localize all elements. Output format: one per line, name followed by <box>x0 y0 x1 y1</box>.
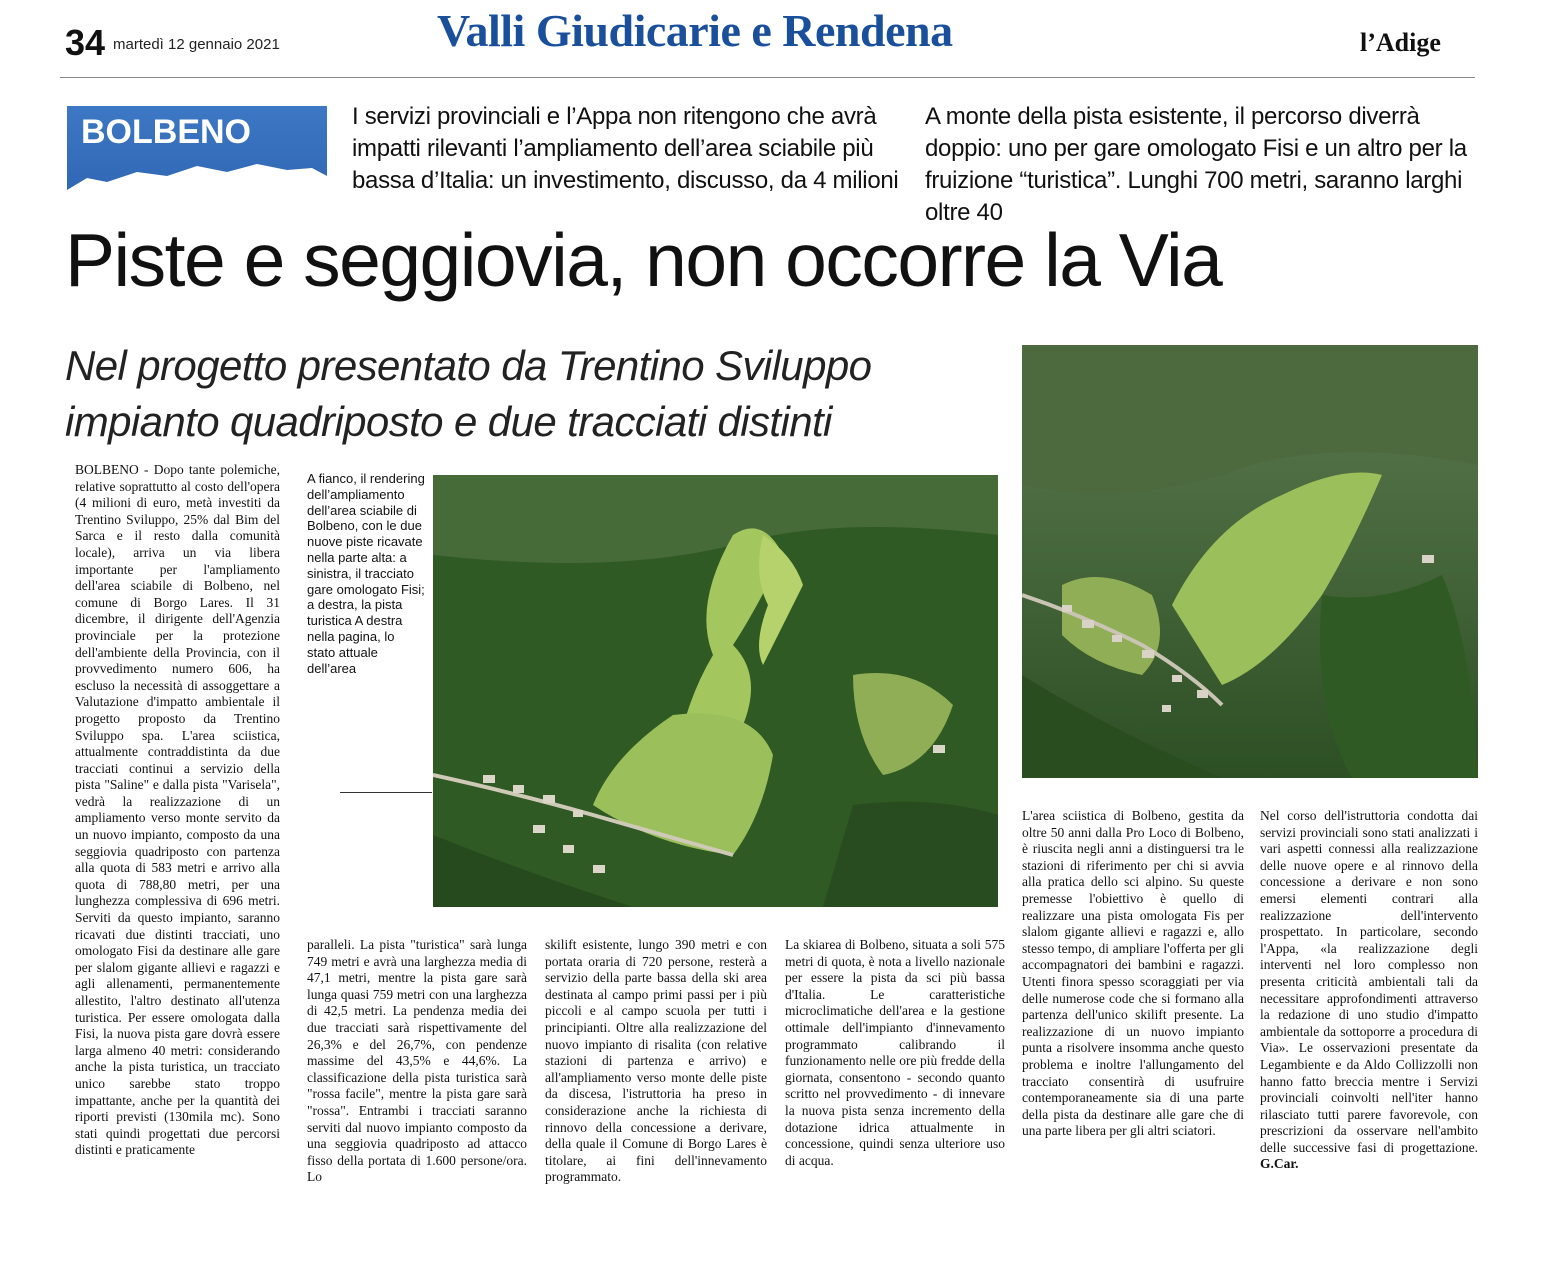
deck: Nel progetto presentato da Trentino Sviluppo impianto quadriposto e due tracciati distinti <box>65 342 872 445</box>
subhead-right: A monte della pista esistente, il percorso diverrà doppio: uno per gare omologato Fisi e un altro per la fruizione “turistica”. Lunghi 700 metri, saranno larghi oltre 40 <box>925 103 1467 226</box>
article-column-4: La skiarea di Bolbeno, situata a soli 575 metri di quota, è nota a livello nazionale per essere la pista da sci più bassa d'Italia. Le caratteristiche microclimatiche dell'area e la gestione ottimale dell'impianto d'innevamento programmato calibrando il funzionamento nelle ore più fredde della giornata, consentono - secondo quanto scritto nel provvedimento - di innevare la nuova pista senza incremento della dotazione idrica attualmente in concessione, quindi senza ulteriore uso di acqua. <box>785 937 1005 1168</box>
issue-date: martedì 12 gennaio 2021 <box>113 36 280 53</box>
headline: Piste e seggiovia, non occorre la Via <box>65 218 1222 302</box>
location-tag <box>67 106 327 198</box>
article-column-2: paralleli. La pista "turistica" sarà lunga 749 metri e avrà una larghezza media di 47,1 metri, mentre la pista gare sarà lunga quasi 759 metri con una larghezza di 42,5 metri. La pendenza media dei due tracciati sarà rispettivamente del 26,3% e del 26,7%, con pendenze massime del 43,5% e 44,6%. La classificazione della pista turistica sarà "rossa facile", mentre la pista gare sarà "rossa". Entrambi i tracciati saranno serviti dal nuovo impianto composto da una seggiovia quadriposto ad attacco fisso della portata di 1.600 persone/ora. Lo <box>307 937 527 1185</box>
caption-pointer-line <box>340 792 432 793</box>
article-column-6 <box>1260 808 1478 1173</box>
section-title: Valli Giudicarie e Rendena <box>437 5 953 56</box>
header-rule <box>60 77 1475 78</box>
article-column-1: BOLBENO - Dopo tante polemiche, relative soprattutto al costo dell'opera (4 milioni di euro, metà investiti da Trentino Sviluppo, 25% dal Bim del Sarca e il resto dalla comunità locale), arriva un via libera importante per l'ampliamento dell'area sciabile di Bolbeno, nel comune di Borgo Lares. Il 31 dicembre, il dirigente dell'Agenzia provinciale per la protezione dell'ambiente della Provincia, con il provvedimento numero 606, ha escluso la necessità di assoggettare a Valutazione d'impatto ambientale il progetto proposto da Trentino Sviluppo spa. L'area sciistica, attualmente contraddistinta da due tracciati continui a servizio della pista "Saline" e dalla pista "Varisela", vedrà la realizzazione di un ampliamento verso monte servito da un nuovo impianto, composto da una seggiovia quadriposto con partenza alla quota di 583 metri e arrivo alla quota di 788,80 metri, per una lunghezza complessiva di 696 metri. Serviti da questo impianto, saranno ricavati due distinti tracciati, uno omologato Fisi da destinare alle gare per slalom gigante allievi e ragazzi e agli allenamenti, permanentemente allestito, l'altro destinato all'utenza turistica. Per essere omologata dalla Fisi, la nuova pista gare dovrà essere larga almeno 40 metri: considerando anche la pista turistica, un tracciato unico sarebbe stato troppo impattante, anche per la quantità dei riporti previsti (130mila mc). Sono stati quindi progettati due percorsi distinti e praticamente <box>75 462 280 1158</box>
photo-caption: A fianco, il rendering dell’ampliamento dell’area sciabile di Bolbeno, con le due nuove piste ricavate nella parte alta: a sinistra, il tracciato gare omologato Fisi; a destra, la pista turistica A destra nella pagina, lo stato attuale dell’area <box>307 471 425 676</box>
location-tag-label: BOLBENO <box>81 113 251 151</box>
subhead-left: I servizi provinciali e l’Appa non ritengono che avrà impatti rilevanti l’ampliamento dell’area sciabile più bassa d’Italia: un investimento, discusso, da 4 milioni <box>352 103 899 194</box>
article-column-6-text: Nel corso dell'istruttoria condotta dai servizi provinciali sono stati analizzati i vari aspetti connessi alla realizzazione delle nuove opere e al rinnovo della concessione a derivare e non sono emersi elementi contrari alla realizzazione dell'intervento prospettato. In particolare, secondo l'Appa, «la realizzazione degli interventi nel loro complesso non presenta criticità ambientali tali da necessitare approfondimenti attraverso la redazione di uno studio d'impatto ambientale da sottoporre a procedura di Via». Le osservazioni presentate da Legambiente e da Aldo Collizzolli non hanno fatto breccia mentre i Servizi provinciali coinvolti nell'iter hanno rilasciato tutti parere favorevole, con prescrizioni da osservare nell'ambito delle successive fasi di progettazione. <box>1260 808 1478 1155</box>
article-column-3: skilift esistente, lungo 390 metri e con portata oraria di 720 persone, resterà a servizio della parte bassa della ski area destinata al campo primi passi per i più piccoli e al campo scuola per tutti i principianti. Oltre alla realizzazione del nuovo impianto di risalita (con relative stazioni di partenza e arrivo) e all'ampliamento verso monte delle piste da discesa, l'istruttoria ha preso in considerazione anche la richiesta di rinnovo della concessione a derivare, della quale il Comune di Borgo Lares è titolare, ai fini dell'innevamento programmato. <box>545 937 767 1185</box>
author-signature: G.Car. <box>1260 1156 1299 1172</box>
article-column-5: L'area sciistica di Bolbeno, gestita da oltre 50 anni dalla Pro Loco di Bolbeno, è riuscita negli anni a distinguersi tra le stazioni di riferimento per chi si avvia alla pratica dello sci alpino. Su queste premesse l'obiettivo è quello di realizzare una pista omologata Fis per slalom gigante allievi e ragazzi e, allo stesso tempo, di ampliare l'offerta per gli accompagnatori dei bambini e ragazzi. Utenti finora spesso scoraggiati per via delle numerose code che si formano alla partenza dell'unico skilift presente. La realizzazione di un nuovo impianto punta a risolvere insomma anche questo problema e inoltre l'allungamento del tracciato consentirà di usufruire contemporaneamente sia di una parte della pista da destinare alle gare che di una parte libera per gli altri sciatori. <box>1022 808 1244 1139</box>
aerial-rendering-expansion <box>433 475 998 907</box>
aerial-photo-current <box>1022 345 1478 778</box>
page-number: 34 <box>65 22 106 63</box>
newspaper-logo: l’Adige <box>1360 28 1441 57</box>
